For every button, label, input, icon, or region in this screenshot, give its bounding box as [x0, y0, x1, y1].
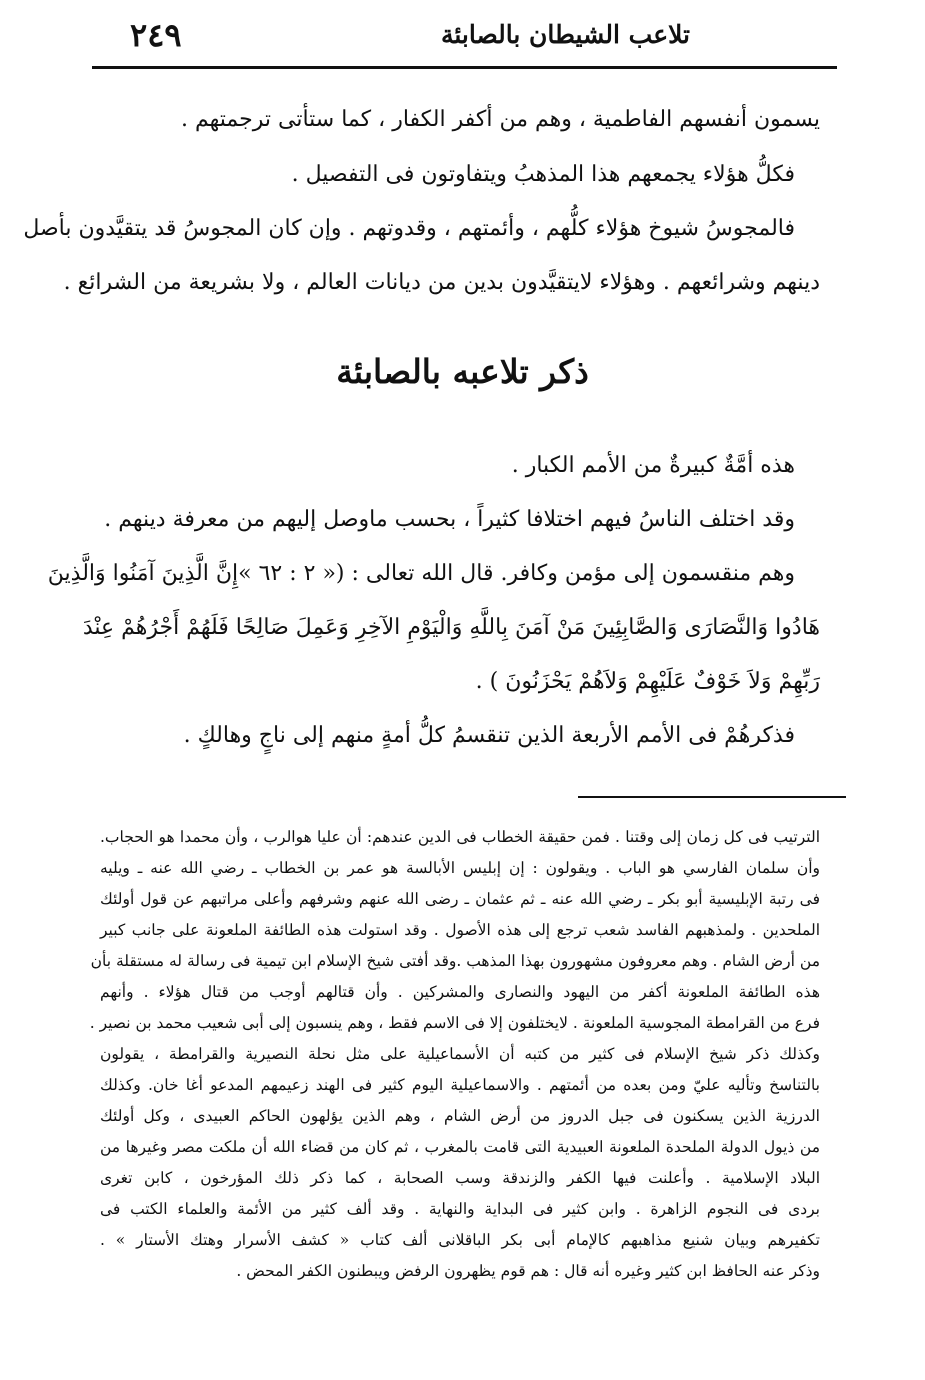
footnote-line: بردى فى النجوم الزاهرة . وابن كثير فى البداية والنهاية . وقد ألف كثير من الأئمة والعلماء الكتب فى — [100, 1200, 820, 1218]
footnote-line: هذه الطائفة الملعونة أكفر من اليهود والنصارى والمشركين . وأن قتالهم أوجب من قتال هؤلاء . وأنهم — [100, 983, 820, 1001]
paragraph-line: وهم منقسمون إلى مؤمن وكافر. قال الله تعالى : (« ٢ : ٦٢ »إِنَّ الَّذِينَ آمَنُوا وَالَّذِينَ — [47, 561, 795, 586]
page-header — [90, 18, 835, 62]
running-title: تلاعب الشيطان بالصابئة — [440, 20, 690, 49]
footnote-line: من أرض الشام . وهم معروفون مشهورون بهذا المذهب .وقد أفتى شيخ الإسلام ابن تيمية فى رسالة له مستقلة بأن — [90, 952, 820, 970]
footnote-line: تكفيرهم وبيان شنيع مذاهبهم كالإمام أبى بكر الباقلانى ألف كتاب « كشف الأسرار وهتك الأستار » . — [100, 1231, 820, 1249]
section-title: ذكر تلاعبه بالصابئة — [336, 352, 589, 391]
footnote-line: وكذلك ذكر شيخ الإسلام فى كثير من كتبه أن الأسماعيلية على مثل نحلة النصيرية والقرامطة ، يقولون — [100, 1045, 820, 1063]
page-number: ٢٤٩ — [130, 16, 182, 54]
footnote-line: الملحدين . ولمذهبهم الفاسد شعب ترجع إلى هذه الأصول . وقد استولت هذه الطائفة الملعونة على جانب كبير — [100, 921, 820, 939]
footnote-line: وأن سلمان الفارسي هو الباب . ويقولون : إن إبليس الأبالسة هو عمر بن الخطاب ـ رضي الله عنه ـ ويليه — [100, 859, 820, 877]
paragraph-line: يسمون أنفسهم الفاطمية ، وهم من أكفر الكفار ، كما ستأتى ترجمتهم . — [181, 107, 820, 132]
footnote-line: وذكر عنه الحافظ ابن كثير وغيره أنه قال : هم قوم يظهرون الرفض ويبطنون الكفر المحض . — [236, 1262, 820, 1280]
footnote-line: بالتناسخ وتأليه عليّ ومن بعده من أئمتهم . والاسماعيلية اليوم كثير فى الهند زعيمهم المدعو أغا خان. وكذلك — [100, 1076, 820, 1094]
paragraph-line: فكلُّ هؤلاء يجمعهم هذا المذهبُ ويتفاوتون فى التفصيل . — [291, 162, 795, 187]
header-rule — [92, 66, 837, 69]
footnote-line: الترتيب فى كل زمان إلى وقتنا . فمن حقيقة الخطاب فى الدين عندهم: أن عليا هوالرب ، وأن محمدا هو الحجاب. — [100, 828, 820, 846]
footnote-line: فرع من القرامطة المجوسية الملعونة . لايختلفون إلا فى الاسم فقط ، وهم ينسبون إلى أبى شعيب محمد بن نصير . — [89, 1014, 820, 1032]
paragraph-line: فذكرهُمْ فى الأمم الأربعة الذين تنقسمُ كلُّ أمةٍ منهم إلى ناجٍ وهالكٍ . — [183, 723, 795, 748]
quran-verse-line: رَبِّهِمْ وَلاَ خَوْفٌ عَلَيْهِمْ وَلاَهُمْ يَحْزَنُونَ ) . — [475, 669, 820, 694]
paragraph-line: فالمجوسُ شيوخ هؤلاء كلُّهم ، وأئمتهم ، وقدوتهم . وإن كان المجوسُ قد يتقيَّدون بأصل — [23, 216, 795, 241]
footnote-line: البلاد الإسلامية . وأعلنت فيها الكفر والزندقة وسب الصحابة ، كما ذكر ذلك المؤرخون ، كابن تغرى — [100, 1169, 820, 1187]
footnote-rule — [578, 796, 846, 798]
footnote-line: الدرزية الذين يسكنون فى جبل الدروز من أرض الشام ، وهم الذين يؤلهون الحاكم العبيدى ، وكل أولئك — [100, 1107, 820, 1125]
paragraph-line: هذه أمَّةٌ كبيرةٌ من الأمم الكبار . — [511, 453, 795, 478]
paragraph-line: دينهم وشرائعهم . وهؤلاء لايتقيَّدون بدين من ديانات العالم ، ولا بشريعة من الشرائع . — [63, 270, 820, 295]
quran-verse-line: هَادُوا وَالنَّصَارَى وَالصَّابِئِينَ مَنْ آمَنَ بِاللَّهِ وَالْيَوْمِ الآخِرِ وَعَمِلَ صَالِحًا فَلَهُمْ أَجْرُهُمْ عِنْدَ — [82, 615, 820, 640]
paragraph-line: وقد اختلف الناسُ فيهم اختلافا كثيراً ، بحسب ماوصل إليهم من معرفة دينهم . — [104, 507, 795, 532]
footnote-line: فى رتبة الإبليسية أبو بكر ـ رضي الله عنه ـ ثم عثمان ـ رضى الله عنهم وشرفهم وأعلى مراتبهم عن قول أولئك — [100, 890, 820, 908]
footnote-line: من ذيول الدولة الملحدة الملعونة العبيدية التى قامت بالمغرب ، ثم كان من قضاء الله أن ملكت مصر وغيرها من — [100, 1138, 820, 1156]
